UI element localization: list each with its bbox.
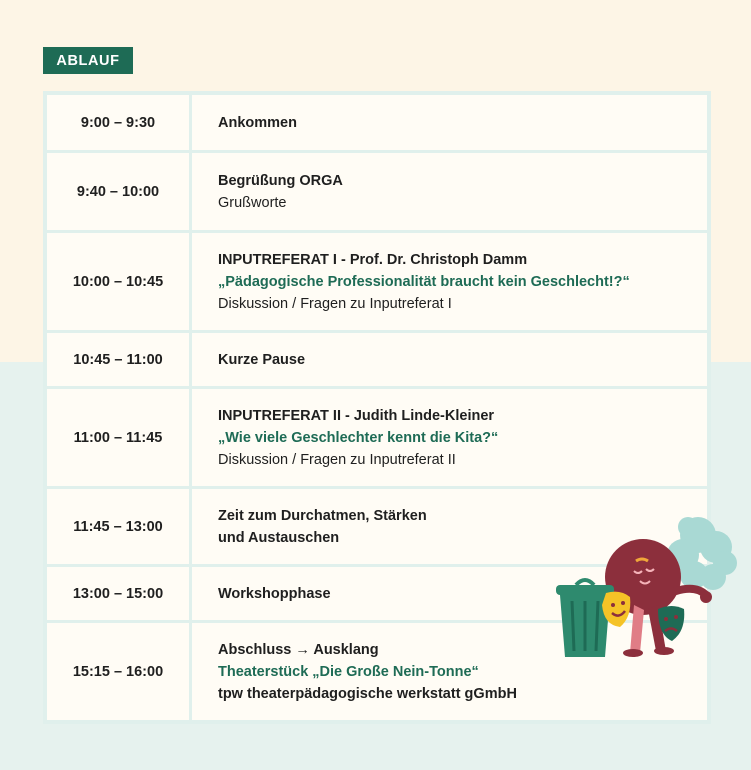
schedule-row (47, 153, 707, 230)
agenda-line: Abschluss → Ausklang (218, 641, 379, 658)
agenda-line: Diskussion / Fragen zu Inputreferat II (218, 451, 456, 468)
agenda-line: „Pädagogische Professionalität braucht kein Geschlecht!?“ (218, 273, 630, 290)
agenda-line: Grußworte (218, 194, 287, 211)
time-slot: 10:45 – 11:00 (47, 333, 189, 386)
agenda-line: INPUTREFERAT I - Prof. Dr. Christoph Damm (218, 251, 528, 268)
agenda-line: Ankommen (218, 114, 297, 131)
agenda-description (192, 333, 707, 386)
time-slot: 11:00 – 11:45 (47, 389, 189, 486)
time-slot: 10:00 – 10:45 (47, 233, 189, 330)
agenda-line: Zeit zum Durchatmen, Stärken (218, 507, 427, 524)
schedule-row (47, 233, 707, 330)
agenda-description (192, 95, 707, 150)
time-slot: 11:45 – 13:00 (47, 489, 189, 564)
agenda-line: INPUTREFERAT II - Judith Linde-Kleiner (218, 407, 495, 424)
agenda-line: tpw theaterpädagogische werkstatt gGmbH (218, 685, 517, 702)
agenda-line: Kurze Pause (218, 351, 306, 368)
schedule-row (47, 389, 707, 486)
time-slot: 13:00 – 15:00 (47, 567, 189, 620)
time-slot: 9:00 – 9:30 (47, 95, 189, 150)
agenda-line: „Wie viele Geschlechter kennt die Kita?“ (218, 429, 499, 446)
time-slot: 9:40 – 10:00 (47, 153, 189, 230)
time-slot: 15:15 – 16:00 (47, 623, 189, 720)
agenda-line: Begrüßung ORGA (218, 172, 343, 189)
schedule-row (47, 95, 707, 150)
agenda-description (192, 233, 707, 330)
agenda-line: Workshopphase (218, 585, 331, 602)
agenda-line: Theaterstück „Die Große Nein-Tonne“ (218, 663, 479, 680)
agenda-line: und Austauschen (218, 529, 340, 546)
trash-can-character-with-theater-masks-icon (548, 505, 743, 665)
agenda-description (192, 389, 707, 486)
schedule-row (47, 333, 707, 386)
agenda-description (192, 153, 707, 230)
agenda-line: Diskussion / Fragen zu Inputreferat I (218, 295, 452, 312)
section-label: ABLAUF (43, 47, 133, 74)
